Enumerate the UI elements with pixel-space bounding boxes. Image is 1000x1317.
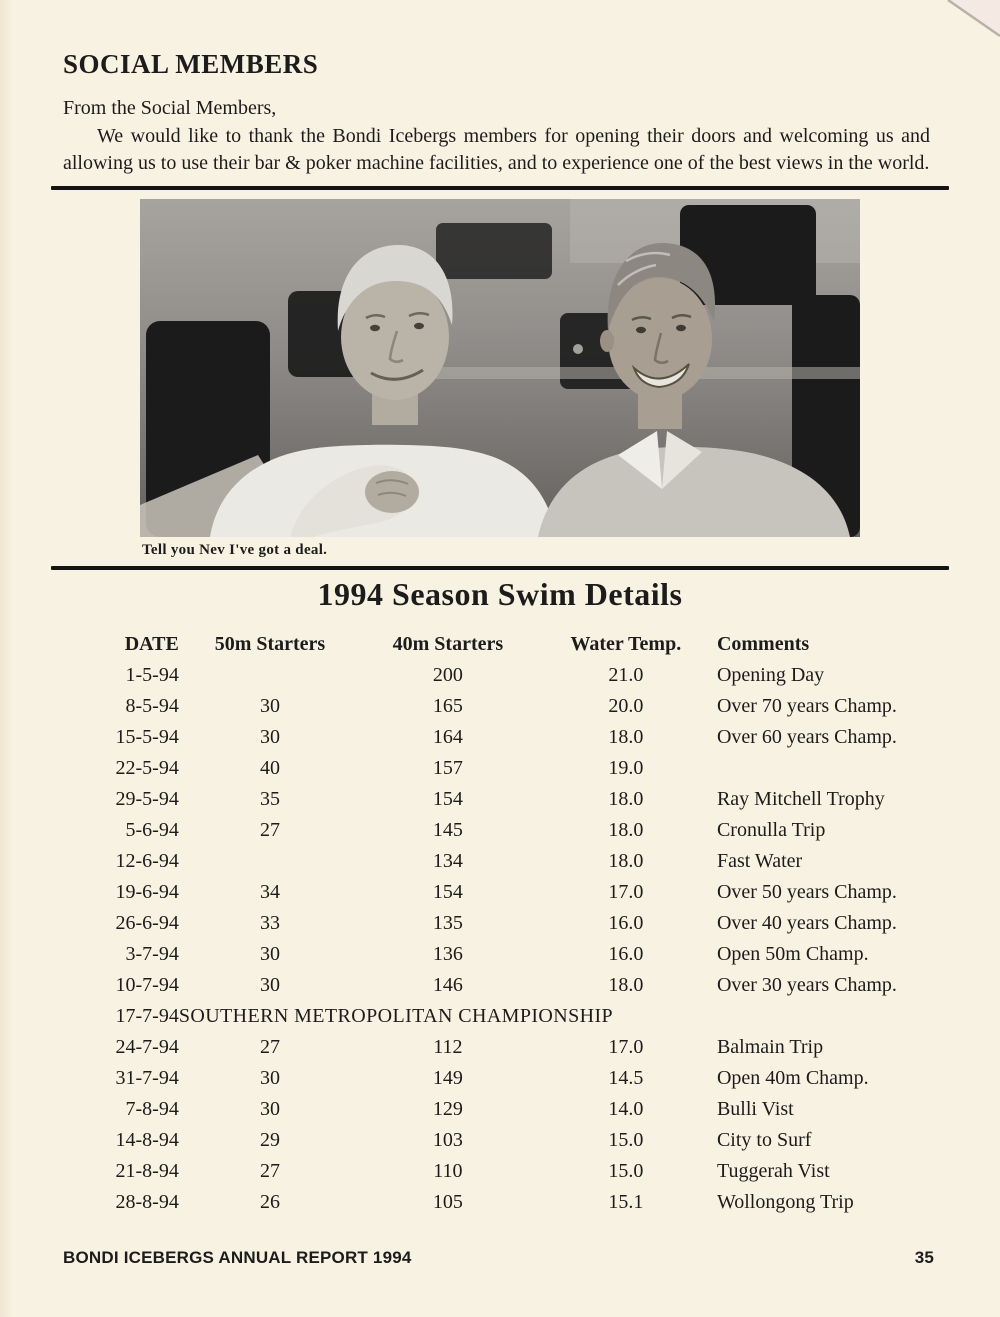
- cell-50m-starters: 40: [259, 757, 280, 780]
- cell-40m-starters: 157: [432, 757, 463, 780]
- table-row: [66, 753, 934, 784]
- column-header-40m-starters: 40m Starters: [392, 633, 504, 656]
- cell-comments: Open 50m Champ.: [716, 943, 869, 966]
- cell-water-temp: 15.1: [608, 1191, 644, 1214]
- cell-comments: Ray Mitchell Trophy: [716, 788, 885, 811]
- table-row: [66, 722, 934, 753]
- column-header-comments: Comments: [716, 633, 810, 656]
- table-row: [66, 1032, 934, 1063]
- cell-water-temp: 16.0: [608, 943, 644, 966]
- photo-caption: Tell you Nev I've got a deal.: [142, 542, 328, 559]
- cell-comments: Fast Water: [716, 850, 803, 873]
- cell-40m-starters: 164: [432, 726, 463, 749]
- table-row: [66, 970, 934, 1001]
- cell-40m-starters: 154: [432, 881, 463, 904]
- cell-comments: City to Surf: [716, 1129, 812, 1152]
- cell-water-temp: 19.0: [608, 757, 644, 780]
- cell-comments: Tuggerah Vist: [716, 1160, 830, 1183]
- column-header-50m-starters: 50m Starters: [214, 633, 326, 656]
- cell-date: 3-7-94: [125, 943, 179, 966]
- cell-50m-starters: 26: [259, 1191, 280, 1214]
- cell-date: 22-5-94: [115, 757, 179, 780]
- photo-figure: [140, 199, 860, 559]
- table-row: [66, 1156, 934, 1187]
- cell-date: 15-5-94: [115, 726, 179, 749]
- cell-comments: Open 40m Champ.: [716, 1067, 869, 1090]
- members-photo: [140, 199, 860, 537]
- table-row-championship: [66, 1001, 934, 1032]
- cell-comments: Opening Day: [716, 664, 825, 687]
- divider-bottom: [51, 566, 949, 570]
- cell-40m-starters: 134: [432, 850, 463, 873]
- cell-50m-starters: 30: [259, 943, 280, 966]
- intro-paragraph: We would like to thank the Bondi Icebergs members for opening their doors and welcoming us and allowing us to use their bar & poker machine facilities, and to experience one of the best views in the world.: [63, 124, 930, 174]
- table-row: [66, 877, 934, 908]
- cell-50m-starters: 30: [259, 974, 280, 997]
- table-row: [66, 846, 934, 877]
- table-row: [66, 660, 934, 691]
- cell-water-temp: 18.0: [608, 788, 644, 811]
- cell-date: 14-8-94: [115, 1129, 179, 1152]
- cell-date: 19-6-94: [115, 881, 179, 904]
- cell-water-temp: 17.0: [608, 881, 644, 904]
- cell-comments: Cronulla Trip: [716, 819, 826, 842]
- footer-report-title: BONDI ICEBERGS ANNUAL REPORT 1994: [63, 1248, 412, 1267]
- cell-date: 26-6-94: [115, 912, 179, 935]
- cell-water-temp: 17.0: [608, 1036, 644, 1059]
- cell-date: 8-5-94: [125, 695, 179, 718]
- table-row: [66, 815, 934, 846]
- cell-water-temp: 18.0: [608, 850, 644, 873]
- table-row: [66, 939, 934, 970]
- cell-50m-starters: 35: [259, 788, 280, 811]
- cell-40m-starters: 200: [432, 664, 463, 687]
- cell-date: 7-8-94: [125, 1098, 179, 1121]
- cell-date: 17-7-94: [115, 1005, 179, 1028]
- cell-40m-starters: 146: [432, 974, 463, 997]
- divider-top: [51, 186, 949, 190]
- cell-40m-starters: 105: [432, 1191, 463, 1214]
- table-row: [66, 1063, 934, 1094]
- cell-championship-label: SOUTHERN METROPOLITAN CHAMPIONSHIP: [178, 1005, 614, 1028]
- cell-comments: Bulli Vist: [716, 1098, 794, 1121]
- members-photo-illustration: [140, 199, 860, 537]
- page-title: SOCIAL MEMBERS: [63, 49, 319, 79]
- cell-date: 5-6-94: [125, 819, 179, 842]
- cell-50m-starters: 30: [259, 1067, 280, 1090]
- cell-water-temp: 15.0: [608, 1160, 644, 1183]
- cell-date: 21-8-94: [115, 1160, 179, 1183]
- cell-40m-starters: 129: [432, 1098, 463, 1121]
- cell-water-temp: 14.5: [608, 1067, 644, 1090]
- cell-date: 12-6-94: [115, 850, 179, 873]
- table-row: [66, 1125, 934, 1156]
- cell-50m-starters: 30: [259, 695, 280, 718]
- cell-40m-starters: 165: [432, 695, 463, 718]
- cell-date: 29-5-94: [115, 788, 179, 811]
- cell-comments: Over 70 years Champ.: [716, 695, 897, 718]
- cell-40m-starters: 112: [433, 1036, 463, 1059]
- cell-date: 28-8-94: [115, 1191, 179, 1214]
- cell-50m-starters: 30: [259, 1098, 280, 1121]
- cell-comments: Over 30 years Champ.: [716, 974, 897, 997]
- cell-water-temp: 15.0: [608, 1129, 644, 1152]
- table-header-row: [66, 629, 934, 660]
- table-title: 1994 Season Swim Details: [317, 576, 683, 613]
- cell-comments: Wollongong Trip: [716, 1191, 854, 1214]
- cell-water-temp: 18.0: [608, 974, 644, 997]
- cell-water-temp: 18.0: [608, 726, 644, 749]
- cell-50m-starters: 34: [259, 881, 280, 904]
- cell-comments: Over 50 years Champ.: [716, 881, 897, 904]
- cell-date: 10-7-94: [115, 974, 179, 997]
- table-row: [66, 1187, 934, 1218]
- cell-comments: Over 40 years Champ.: [716, 912, 897, 935]
- cell-50m-starters: [179, 846, 361, 877]
- table-row: [66, 691, 934, 722]
- cell-50m-starters: [179, 660, 361, 691]
- swim-details-table: [66, 629, 934, 1218]
- cell-date: 1-5-94: [125, 664, 179, 687]
- cell-40m-starters: 145: [432, 819, 463, 842]
- cell-water-temp: 20.0: [608, 695, 644, 718]
- cell-50m-starters: 29: [259, 1129, 280, 1152]
- cell-50m-starters: 33: [259, 912, 280, 935]
- cell-40m-starters: 136: [432, 943, 463, 966]
- cell-comments: Balmain Trip: [716, 1036, 824, 1059]
- cell-40m-starters: 103: [432, 1129, 463, 1152]
- cell-50m-starters: 27: [259, 819, 280, 842]
- table-row: [66, 1094, 934, 1125]
- cell-water-temp: 18.0: [608, 819, 644, 842]
- page-number: 35: [914, 1248, 934, 1267]
- column-header-water-temp: Water Temp.: [570, 633, 682, 656]
- cell-40m-starters: 149: [432, 1067, 463, 1090]
- cell-40m-starters: 110: [433, 1160, 463, 1183]
- cell-comments: [717, 753, 934, 784]
- cell-date: 24-7-94: [115, 1036, 179, 1059]
- table-row: [66, 908, 934, 939]
- intro-line: From the Social Members,: [63, 96, 277, 119]
- column-header-date: DATE: [124, 633, 179, 656]
- cell-water-temp: 16.0: [608, 912, 644, 935]
- scan-corner-artifact: [840, 0, 1000, 90]
- cell-40m-starters: 135: [432, 912, 463, 935]
- cell-50m-starters: 27: [259, 1036, 280, 1059]
- cell-water-temp: 21.0: [608, 664, 644, 687]
- cell-40m-starters: 154: [432, 788, 463, 811]
- cell-50m-starters: 27: [259, 1160, 280, 1183]
- cell-water-temp: 14.0: [608, 1098, 644, 1121]
- table-row: [66, 784, 934, 815]
- cell-comments: Over 60 years Champ.: [716, 726, 897, 749]
- cell-date: 31-7-94: [115, 1067, 179, 1090]
- page-footer: [63, 1248, 934, 1268]
- cell-50m-starters: 30: [259, 726, 280, 749]
